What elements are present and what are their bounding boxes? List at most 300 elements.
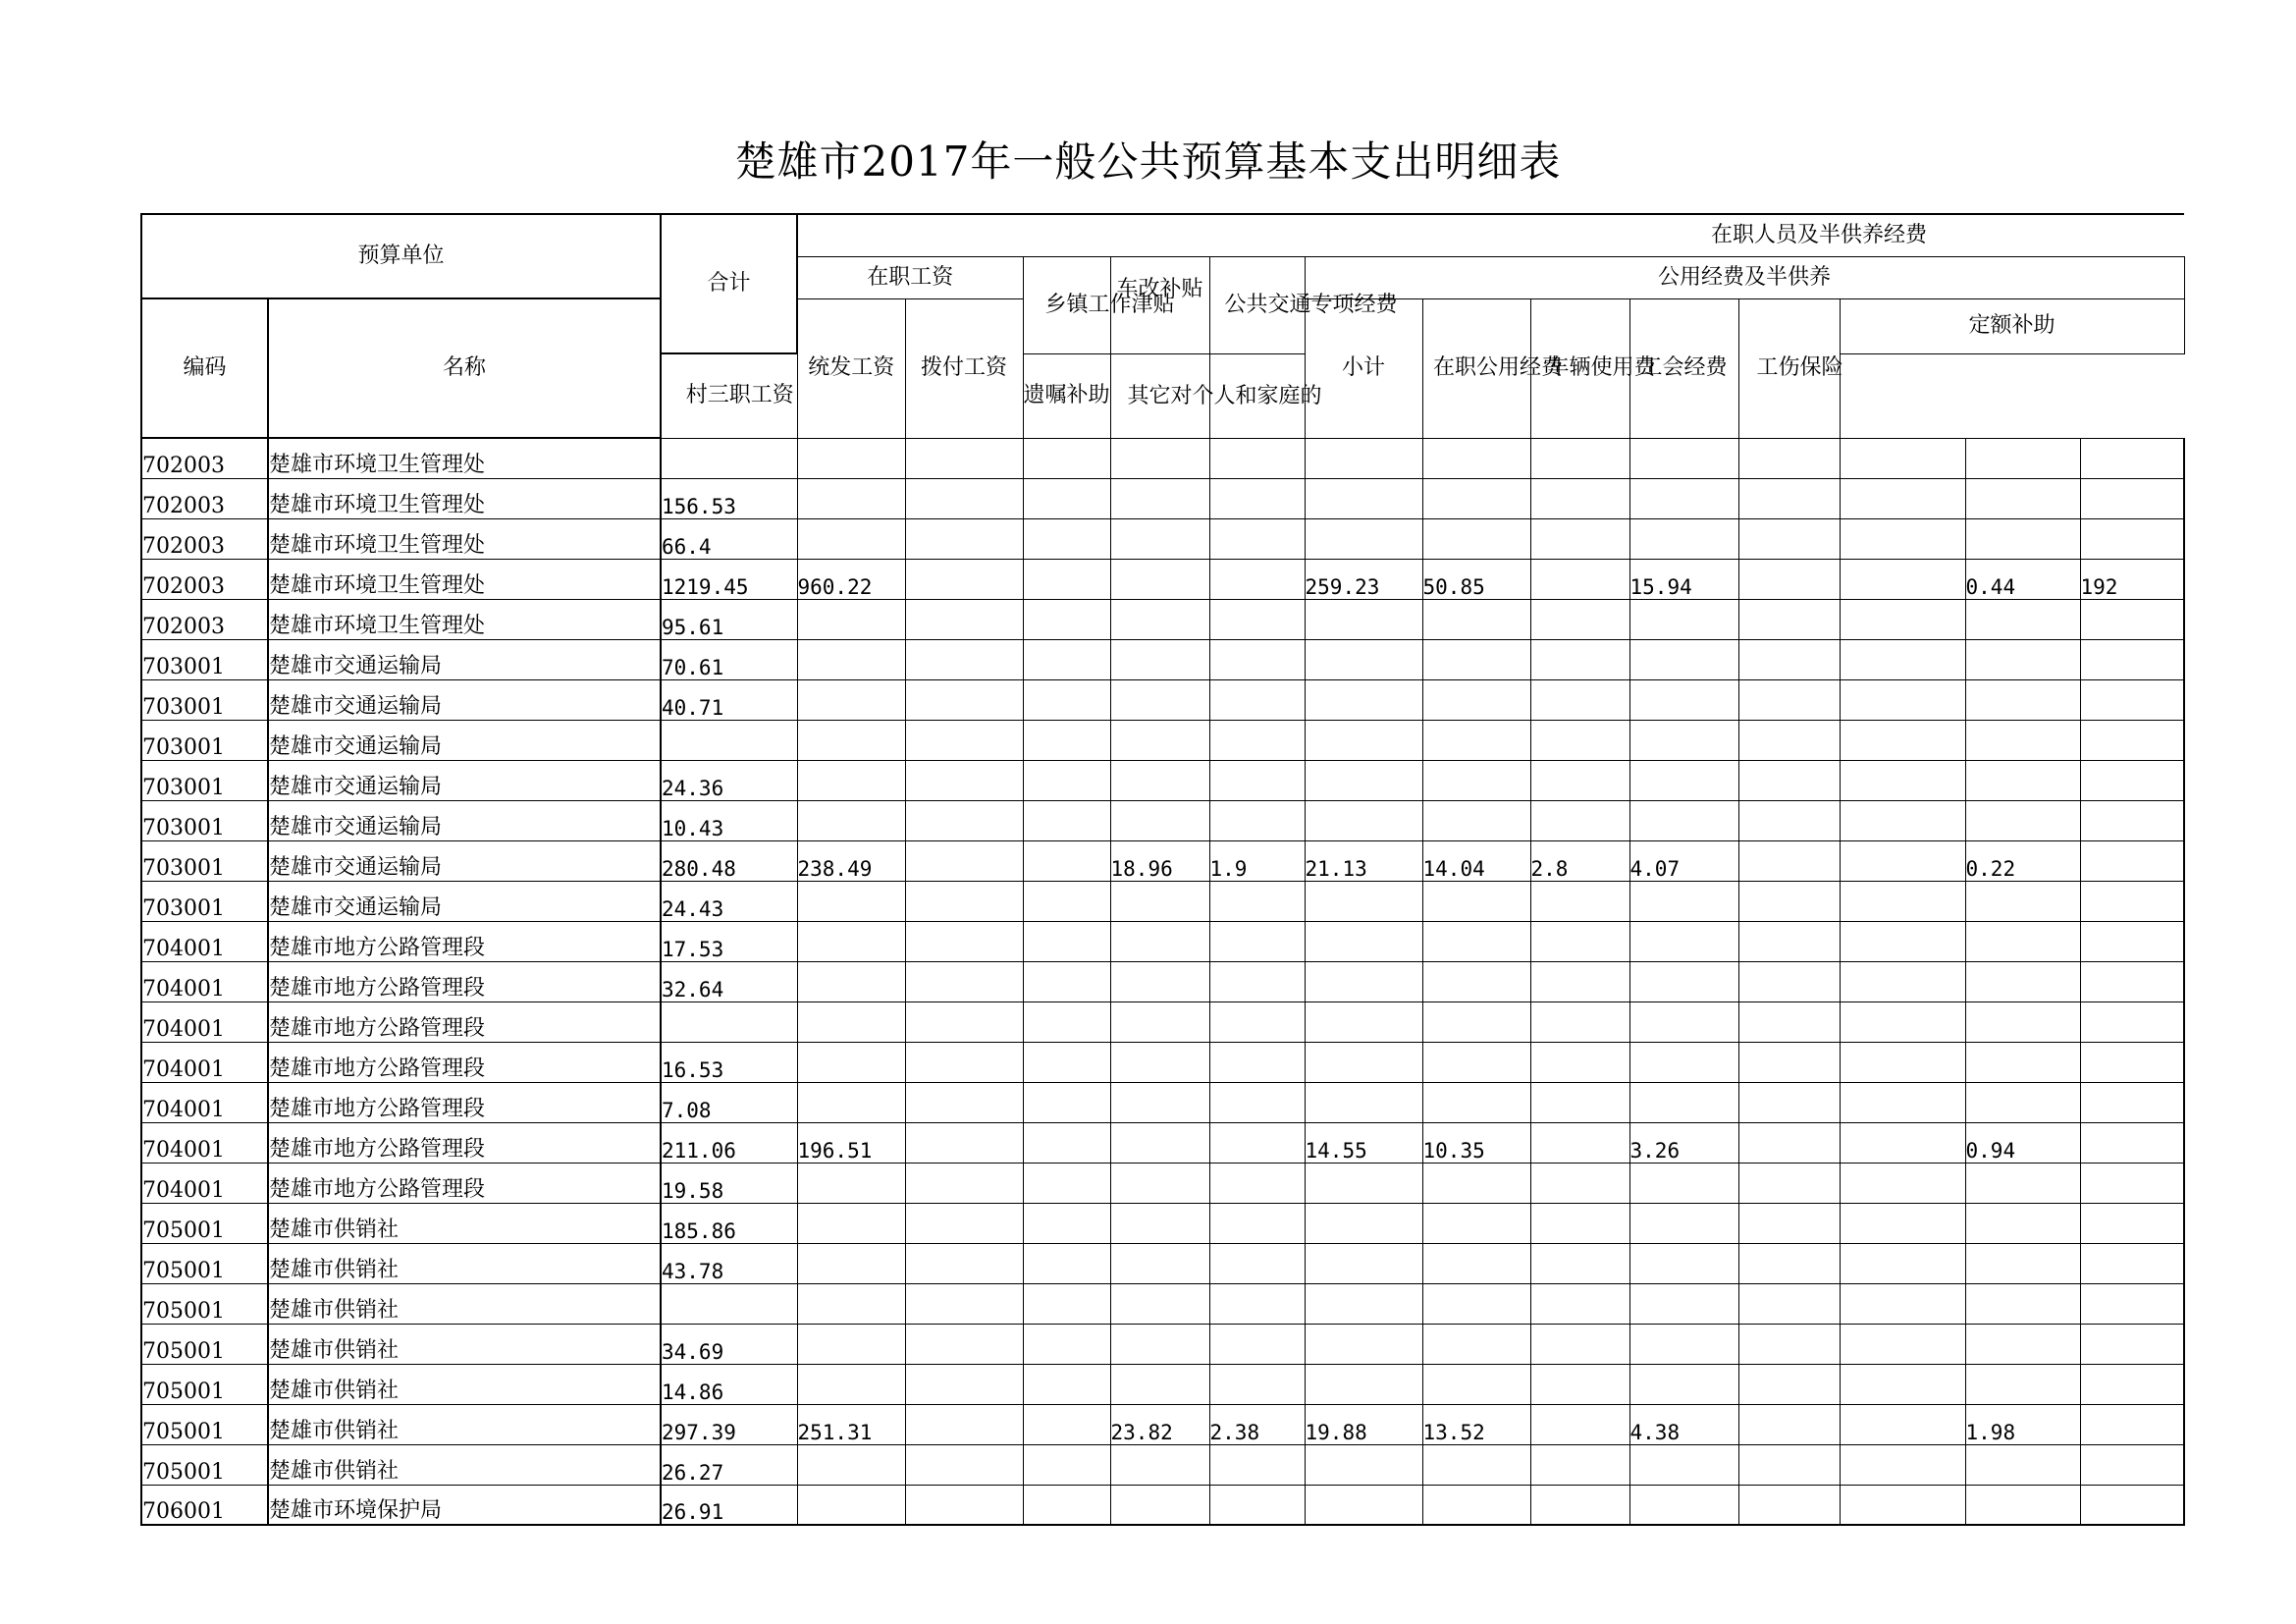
cell-value: [2080, 921, 2184, 961]
cell-value: [1840, 679, 1965, 720]
cell-value: [1209, 1485, 1305, 1525]
table-row: [141, 1203, 2184, 1243]
cell-value: 259.23: [1305, 559, 1422, 599]
cell-value: [1209, 881, 1305, 921]
cell-value: [1305, 881, 1422, 921]
cell-value: [1305, 720, 1422, 760]
cell-value: [1209, 720, 1305, 760]
cell-value: [1209, 559, 1305, 599]
cell-value: [1023, 518, 1110, 559]
cell-value: [797, 921, 905, 961]
cell-value: [1422, 961, 1530, 1001]
cell-value: [1965, 679, 2080, 720]
cell-value: [1965, 800, 2080, 840]
cell-code: 704001: [141, 1001, 268, 1042]
cell-value: [1305, 438, 1422, 478]
cell-value: [1209, 760, 1305, 800]
cell-value: [1965, 961, 2080, 1001]
cell-value: [1305, 961, 1422, 1001]
cell-value: [1305, 1163, 1422, 1203]
cell-value: [905, 1324, 1023, 1364]
table-row: [141, 1444, 2184, 1485]
cell-value: [797, 800, 905, 840]
cell-value: [1023, 720, 1110, 760]
cell-code: 702003: [141, 599, 268, 639]
cell-value: [1965, 599, 2080, 639]
cell-value: [1629, 1203, 1738, 1243]
cell-value: [1965, 1082, 2080, 1122]
cell-value: [1530, 1283, 1629, 1324]
cell-value: [1738, 1283, 1840, 1324]
cell-value: [1023, 1203, 1110, 1243]
cell-name: 楚雄市环境卫生管理处: [268, 599, 661, 639]
cell-value: [1738, 1203, 1840, 1243]
cell-value: [1629, 1001, 1738, 1042]
cell-value: [1023, 679, 1110, 720]
cell-value: [1305, 639, 1422, 679]
cell-code: 703001: [141, 800, 268, 840]
cell-value: [1738, 1444, 1840, 1485]
header-staff-expense: 在职人员及半供养经费: [797, 214, 2184, 256]
cell-value: 70.61: [661, 639, 797, 679]
cell-value: 34.69: [661, 1324, 797, 1364]
cell-value: [1629, 1042, 1738, 1082]
cell-value: [1023, 1485, 1110, 1525]
cell-value: [1023, 760, 1110, 800]
cell-value: [797, 1163, 905, 1203]
cell-value: [1840, 1283, 1965, 1324]
table-row: [141, 1364, 2184, 1404]
cell-name: 楚雄市交通运输局: [268, 840, 661, 881]
cell-value: [905, 921, 1023, 961]
cell-value: [661, 438, 797, 478]
cell-value: [1629, 1243, 1738, 1283]
cell-name: 楚雄市供销社: [268, 1364, 661, 1404]
cell-value: [1530, 1001, 1629, 1042]
cell-value: [1023, 1122, 1110, 1163]
cell-value: [905, 840, 1023, 881]
cell-value: [1840, 438, 1965, 478]
cell-value: [1305, 1283, 1422, 1324]
cell-code: 705001: [141, 1243, 268, 1283]
table-row: [141, 478, 2184, 518]
cell-value: [1738, 1082, 1840, 1122]
cell-value: [1738, 800, 1840, 840]
cell-value: [2080, 1364, 2184, 1404]
cell-value: [905, 1485, 1023, 1525]
cell-value: [1629, 518, 1738, 559]
cell-value: 238.49: [797, 840, 905, 881]
cell-value: [1422, 478, 1530, 518]
cell-name: 楚雄市供销社: [268, 1324, 661, 1364]
cell-value: 0.22: [1965, 840, 2080, 881]
table-row: [141, 840, 2184, 881]
cell-value: [1209, 1364, 1305, 1404]
cell-value: [1530, 800, 1629, 840]
cell-value: [1110, 478, 1209, 518]
cell-value: 1.98: [1965, 1404, 2080, 1444]
cell-value: [1530, 1364, 1629, 1404]
cell-value: [1965, 921, 2080, 961]
cell-value: [797, 1283, 905, 1324]
cell-value: [1110, 438, 1209, 478]
cell-value: [797, 518, 905, 559]
cell-code: 703001: [141, 679, 268, 720]
cell-value: [1738, 921, 1840, 961]
cell-name: 楚雄市地方公路管理段: [268, 1163, 661, 1203]
cell-code: 703001: [141, 840, 268, 881]
cell-value: 960.22: [797, 559, 905, 599]
cell-value: [797, 1444, 905, 1485]
cell-value: [905, 760, 1023, 800]
cell-value: [905, 599, 1023, 639]
cell-value: [2080, 599, 2184, 639]
cell-value: [1530, 1163, 1629, 1203]
cell-value: [2080, 720, 2184, 760]
table-row: [141, 599, 2184, 639]
header-salary: 在职工资: [797, 256, 1023, 298]
cell-code: 705001: [141, 1283, 268, 1324]
cell-name: 楚雄市交通运输局: [268, 639, 661, 679]
header-township-allowance: 乡镇工作津贴: [1023, 256, 1110, 353]
cell-value: [1023, 1364, 1110, 1404]
cell-value: [1738, 961, 1840, 1001]
cell-value: 156.53: [661, 478, 797, 518]
table-row: [141, 679, 2184, 720]
cell-value: [1305, 921, 1422, 961]
cell-value: [2080, 1283, 2184, 1324]
cell-value: [1629, 881, 1738, 921]
cell-value: 15.94: [1629, 559, 1738, 599]
cell-value: [1305, 679, 1422, 720]
cell-value: [905, 1283, 1023, 1324]
cell-value: [1110, 921, 1209, 961]
cell-value: [2080, 518, 2184, 559]
cell-value: [1629, 1485, 1738, 1525]
cell-value: 66.4: [661, 518, 797, 559]
cell-value: 4.07: [1629, 840, 1738, 881]
cell-value: [1305, 1001, 1422, 1042]
cell-value: [1530, 1122, 1629, 1163]
cell-value: [1110, 720, 1209, 760]
cell-value: [1530, 478, 1629, 518]
cell-value: 21.13: [1305, 840, 1422, 881]
cell-value: [1629, 760, 1738, 800]
cell-value: [1530, 639, 1629, 679]
cell-code: 704001: [141, 921, 268, 961]
cell-value: [1110, 961, 1209, 1001]
table-row: [141, 639, 2184, 679]
cell-value: [1530, 760, 1629, 800]
cell-value: 16.53: [661, 1042, 797, 1082]
cell-value: [1629, 800, 1738, 840]
cell-value: [2080, 1203, 2184, 1243]
cell-name: 楚雄市环境卫生管理处: [268, 559, 661, 599]
cell-value: [1422, 720, 1530, 760]
cell-value: [1738, 881, 1840, 921]
cell-value: [1629, 1364, 1738, 1404]
cell-value: [1422, 1364, 1530, 1404]
cell-value: [1965, 1203, 2080, 1243]
header-survivor: 遗嘱补助: [1023, 353, 1110, 438]
cell-value: [1965, 478, 2080, 518]
cell-value: [1629, 679, 1738, 720]
cell-value: [1305, 1444, 1422, 1485]
cell-value: [1738, 840, 1840, 881]
cell-value: [1965, 720, 2080, 760]
cell-value: [2080, 1082, 2184, 1122]
cell-value: [2080, 800, 2184, 840]
cell-code: 703001: [141, 639, 268, 679]
cell-value: [1023, 1082, 1110, 1122]
cell-value: [1530, 1324, 1629, 1364]
cell-value: [1738, 1324, 1840, 1364]
cell-name: 楚雄市供销社: [268, 1243, 661, 1283]
cell-value: [905, 679, 1023, 720]
cell-value: [2080, 1485, 2184, 1525]
cell-code: 705001: [141, 1364, 268, 1404]
cell-value: 18.96: [1110, 840, 1209, 881]
cell-value: [1530, 599, 1629, 639]
cell-value: 251.31: [797, 1404, 905, 1444]
cell-value: [1023, 1001, 1110, 1042]
cell-value: 280.48: [661, 840, 797, 881]
cell-name: 楚雄市地方公路管理段: [268, 1122, 661, 1163]
cell-value: [1965, 1001, 2080, 1042]
cell-name: 楚雄市环境保护局: [268, 1485, 661, 1525]
cell-code: 704001: [141, 1082, 268, 1122]
cell-value: [905, 438, 1023, 478]
cell-value: [1110, 1163, 1209, 1203]
cell-value: [905, 1364, 1023, 1404]
table-row: [141, 1082, 2184, 1122]
cell-value: [1738, 1485, 1840, 1525]
table-row: [141, 1001, 2184, 1042]
cell-value: 24.43: [661, 881, 797, 921]
cell-value: [1110, 1122, 1209, 1163]
cell-value: [1840, 1163, 1965, 1203]
cell-name: 楚雄市地方公路管理段: [268, 1082, 661, 1122]
cell-value: [2080, 881, 2184, 921]
cell-value: [1530, 1404, 1629, 1444]
cell-value: [1023, 1163, 1110, 1203]
cell-value: [1738, 720, 1840, 760]
cell-value: [797, 478, 905, 518]
cell-value: [1840, 599, 1965, 639]
cell-value: [1110, 1243, 1209, 1283]
cell-value: [1965, 1324, 2080, 1364]
cell-value: [1023, 921, 1110, 961]
cell-value: [1629, 720, 1738, 760]
table-body: [141, 438, 2184, 1525]
cell-value: [1629, 921, 1738, 961]
cell-value: [1209, 1444, 1305, 1485]
cell-value: [905, 1444, 1023, 1485]
table-row: [141, 881, 2184, 921]
cell-value: [1110, 1283, 1209, 1324]
cell-code: 703001: [141, 881, 268, 921]
cell-value: [1422, 1001, 1530, 1042]
cell-value: [1209, 599, 1305, 639]
cell-value: [1422, 1042, 1530, 1082]
cell-name: 楚雄市交通运输局: [268, 760, 661, 800]
cell-value: [797, 1001, 905, 1042]
header-staff-public: 在职公用经费: [1422, 298, 1530, 438]
cell-value: [1305, 1364, 1422, 1404]
cell-value: [1530, 1082, 1629, 1122]
table-row: [141, 1243, 2184, 1283]
cell-value: [1738, 1001, 1840, 1042]
cell-value: [1738, 478, 1840, 518]
cell-name: 楚雄市交通运输局: [268, 800, 661, 840]
table-row: [141, 438, 2184, 478]
cell-value: [1840, 559, 1965, 599]
cell-code: 705001: [141, 1404, 268, 1444]
cell-value: 4.38: [1629, 1404, 1738, 1444]
cell-value: [2080, 438, 2184, 478]
cell-value: [1738, 438, 1840, 478]
cell-value: [2080, 961, 2184, 1001]
cell-value: [1629, 438, 1738, 478]
cell-name: 楚雄市供销社: [268, 1444, 661, 1485]
cell-value: 211.06: [661, 1122, 797, 1163]
cell-value: [1209, 921, 1305, 961]
cell-value: [1840, 760, 1965, 800]
cell-value: [1965, 639, 2080, 679]
cell-name: 楚雄市交通运输局: [268, 881, 661, 921]
cell-value: 17.53: [661, 921, 797, 961]
cell-value: [2080, 1404, 2184, 1444]
cell-code: 702003: [141, 559, 268, 599]
cell-value: 14.04: [1422, 840, 1530, 881]
cell-value: [1422, 881, 1530, 921]
table-row: [141, 1485, 2184, 1525]
cell-value: [1629, 1444, 1738, 1485]
header-code: 编码: [141, 298, 268, 438]
cell-value: [1738, 679, 1840, 720]
cell-value: [797, 1324, 905, 1364]
cell-value: [1965, 881, 2080, 921]
cell-name: 楚雄市地方公路管理段: [268, 961, 661, 1001]
cell-value: [1110, 1042, 1209, 1082]
cell-value: 192: [2080, 559, 2184, 599]
cell-value: [1840, 1243, 1965, 1283]
header-village-cadre: 村三职工资: [661, 353, 797, 438]
cell-value: [1209, 800, 1305, 840]
cell-value: [1965, 1444, 2080, 1485]
cell-value: [2080, 840, 2184, 881]
cell-value: [1840, 881, 1965, 921]
cell-value: [797, 881, 905, 921]
cell-value: [1209, 1324, 1305, 1364]
cell-value: [1840, 961, 1965, 1001]
cell-value: 26.27: [661, 1444, 797, 1485]
cell-code: 704001: [141, 1163, 268, 1203]
cell-value: [1738, 639, 1840, 679]
cell-value: [1209, 1042, 1305, 1082]
cell-value: [1023, 599, 1110, 639]
cell-value: [2080, 1444, 2184, 1485]
cell-value: [1530, 438, 1629, 478]
cell-value: [797, 1243, 905, 1283]
cell-name: 楚雄市环境卫生管理处: [268, 518, 661, 559]
table-row: [141, 1324, 2184, 1364]
cell-value: [1738, 1243, 1840, 1283]
cell-value: [1305, 518, 1422, 559]
cell-value: [1023, 1283, 1110, 1324]
cell-value: [2080, 1122, 2184, 1163]
cell-value: [1965, 1042, 2080, 1082]
page-title: 楚雄市2017年一般公共预算基本支出明细表: [734, 137, 1562, 186]
cell-value: [1530, 518, 1629, 559]
cell-value: [1110, 760, 1209, 800]
header-public-expense: 公用经费及半供养: [1305, 256, 2184, 298]
cell-value: [1305, 1203, 1422, 1243]
cell-code: 705001: [141, 1203, 268, 1243]
cell-value: [1840, 720, 1965, 760]
cell-name: 楚雄市地方公路管理段: [268, 1001, 661, 1042]
cell-value: [1738, 760, 1840, 800]
table-row: [141, 921, 2184, 961]
cell-value: [1110, 1082, 1209, 1122]
cell-name: 楚雄市交通运输局: [268, 720, 661, 760]
cell-value: [1110, 1364, 1209, 1404]
header-public-transport: 公共交通专项经费: [1209, 256, 1305, 353]
cell-code: 704001: [141, 1042, 268, 1082]
cell-value: [1530, 921, 1629, 961]
cell-value: [1629, 1163, 1738, 1203]
cell-name: 楚雄市供销社: [268, 1203, 661, 1243]
cell-value: [1023, 1324, 1110, 1364]
cell-value: [905, 961, 1023, 1001]
cell-value: [1840, 1324, 1965, 1364]
cell-value: [905, 1122, 1023, 1163]
cell-value: [1840, 840, 1965, 881]
cell-value: 32.64: [661, 961, 797, 1001]
cell-value: [1840, 639, 1965, 679]
cell-value: 2.8: [1530, 840, 1629, 881]
cell-value: [1023, 1404, 1110, 1444]
cell-value: [1023, 438, 1110, 478]
cell-value: 14.55: [1305, 1122, 1422, 1163]
cell-value: [1629, 599, 1738, 639]
cell-value: [797, 1042, 905, 1082]
header-injury: 工伤保险: [1738, 298, 1840, 438]
cell-value: [1209, 679, 1305, 720]
header-budget-unit: 预算单位: [141, 214, 661, 298]
cell-value: [1023, 639, 1110, 679]
cell-value: [1422, 1485, 1530, 1525]
cell-value: [1840, 478, 1965, 518]
table-row: [141, 559, 2184, 599]
cell-value: [1305, 1485, 1422, 1525]
header-other-personal: 其它对个人和家庭的: [1110, 353, 1209, 438]
cell-name: 楚雄市供销社: [268, 1404, 661, 1444]
cell-value: [1110, 1001, 1209, 1042]
cell-name: 楚雄市环境卫生管理处: [268, 438, 661, 478]
cell-code: 704001: [141, 1122, 268, 1163]
cell-value: [797, 961, 905, 1001]
cell-value: [1209, 438, 1305, 478]
table-row: [141, 1283, 2184, 1324]
cell-value: [1629, 1324, 1738, 1364]
budget-table: [140, 213, 2185, 1526]
cell-value: [1110, 1444, 1209, 1485]
cell-value: [1840, 921, 1965, 961]
cell-value: [1422, 1203, 1530, 1243]
table-header: [141, 214, 2184, 438]
cell-value: 0.94: [1965, 1122, 2080, 1163]
